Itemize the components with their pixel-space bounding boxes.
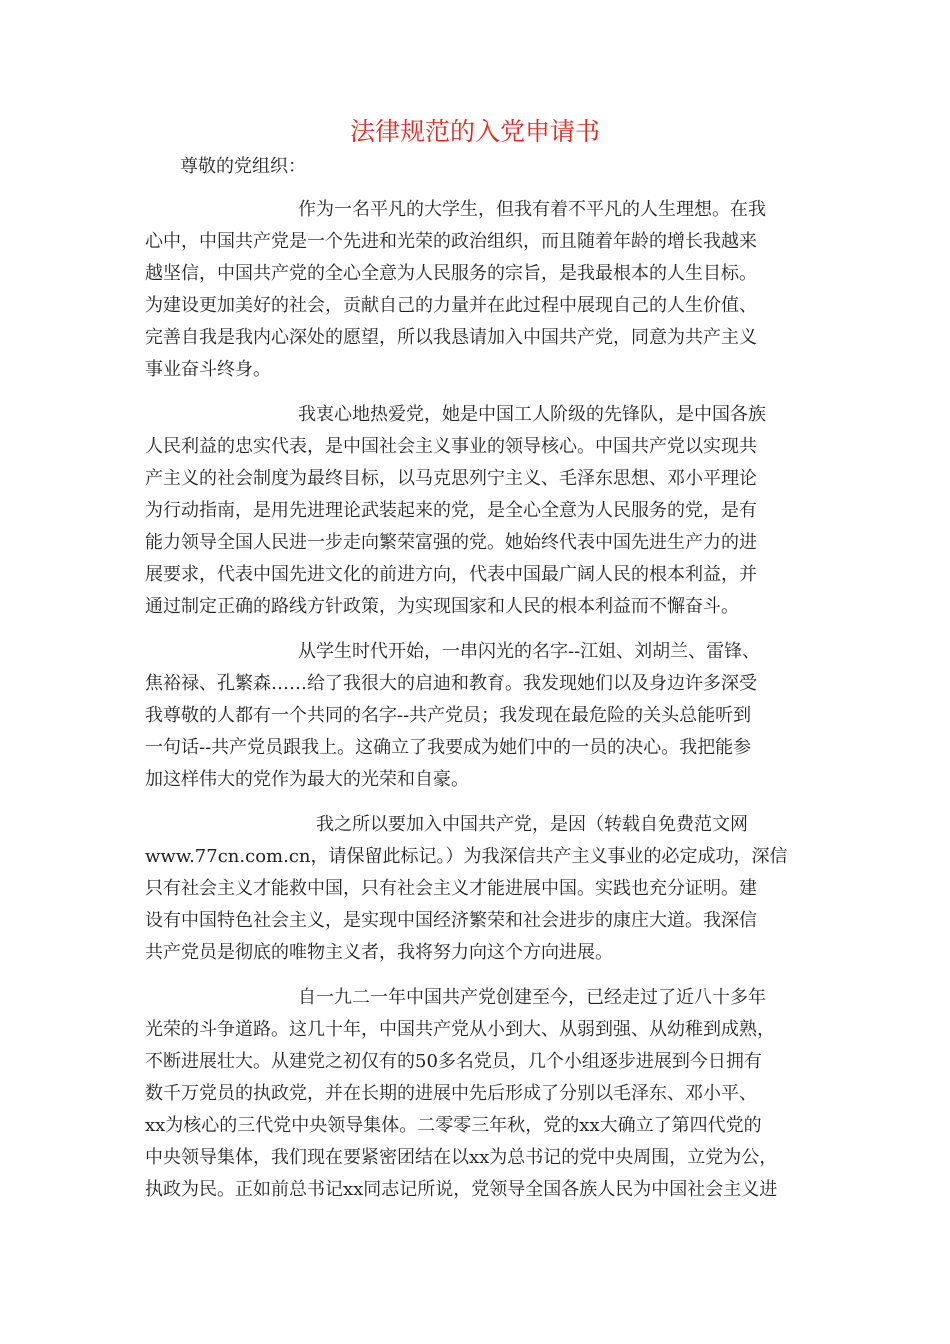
body-line: www.77cn.com.cn，请保留此标记。）为我深信共产主义事业的必定成功，深信 [145,846,788,867]
body-line: 共产党员是彻底的唯物主义者，我将努力向这个方向进展。 [145,942,613,963]
body-line: 设有中国特色社会主义，是实现中国经济繁荣和社会进步的康庄大道。我深信 [145,910,757,931]
body-line: 一句话--共产党员跟我上。这确立了我要成为她们中的一员的决心。我把能参 [145,737,752,758]
document-title: 法律规范的入党申请书 [349,117,600,146]
body-line: 为建设更加美好的社会，贡献自己的力量并在此过程中展现自己的人生价值、 [145,295,757,316]
body-line: 焦裕禄、孔繁森……给了我很大的启迪和教育。我发现她们以及身边许多深受 [145,673,757,694]
body-line: xx为核心的三代党中央领导集体。二零零三年秋，党的xx大确立了第四代党的 [145,1115,762,1136]
body-line: 不断进展壮大。从建党之初仅有的50多名党员，几个小组逐步进展到今日拥有 [145,1051,762,1072]
body-line: 从学生时代开始，一串闪光的名字--江姐、刘胡兰、雷锋、 [298,641,761,662]
body-line: 完善自我是我内心深处的愿望，所以我恳请加入中国共产党，同意为共产主义 [145,327,757,348]
body-line: 自一九二一年中国共产党创建至今，已经走过了近八十多年 [298,987,766,1008]
body-line: 能力领导全国人民进一步走向繁荣富强的党。她始终代表中国先进生产力的进 [145,532,757,553]
body-line: 为行动指南，是用先进理论武装起来的党，是全心全意为人民服务的党，是有 [145,500,757,521]
body-line: 我衷心地热爱党，她是中国工人阶级的先锋队，是中国各族 [298,404,766,425]
body-line: 光荣的斗争道路。这几十年，中国共产党从小到大、从弱到强、从幼稚到成熟， [145,1019,775,1040]
body-line: 作为一名平凡的大学生，但我有着不平凡的人生理想。在我 [298,199,766,220]
body-line: 通过制定正确的路线方针政策，为实现国家和人民的根本利益而不懈奋斗。 [145,596,739,617]
body-line: 中央领导集体，我们现在要紧密团结在以xx为总书记的党中央周围，立党为公， [145,1147,778,1168]
body-line: 加这样伟大的党作为最大的光荣和自豪。 [145,769,469,790]
body-line: 人民利益的忠实代表，是中国社会主义事业的领导核心。中国共产党以实现共 [145,436,757,457]
body-line: 展要求，代表中国先进文化的前进方向，代表中国最广阔人民的根本利益，并 [145,564,757,585]
body-line: 产主义的社会制度为最终目标，以马克思列宁主义、毛泽东思想、邓小平理论 [145,468,757,489]
greeting-line: 尊敬的党组织： [180,156,306,177]
body-line: 越坚信，中国共产党的全心全意为人民服务的宗旨，是我最根本的人生目标。 [145,263,757,284]
body-line: 心中，中国共产党是一个先进和光荣的政治组织，而且随着年龄的增长我越来 [145,231,757,252]
body-line: 数千万党员的执政党，并在长期的进展中先后形成了分别以毛泽东、邓小平、 [145,1083,757,1104]
body-line: 我之所以要加入中国共产党，是因（转载自免费范文网 [316,814,748,835]
body-line: 执政为民。正如前总书记xx同志记所说，党领导全国各族人民为中国社会主义进 [145,1179,778,1200]
body-line: 我尊敬的人都有一个共同的名字--共产党员；我发现在最危险的关头总能听到 [145,705,752,726]
body-line: 事业奋斗终身。 [145,359,271,380]
body-line: 只有社会主义才能救中国，只有社会主义才能进展中国。实践也充分证明。建 [145,878,757,899]
